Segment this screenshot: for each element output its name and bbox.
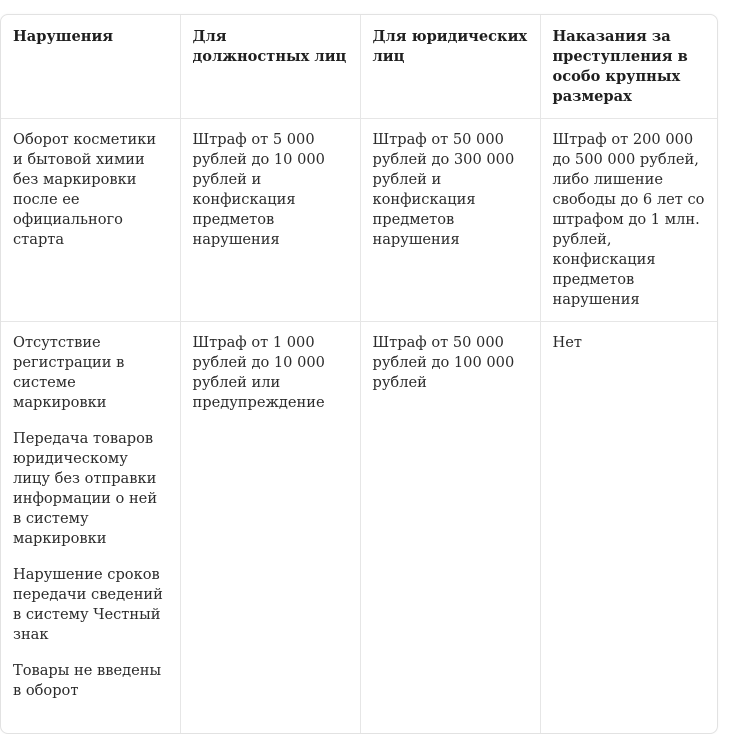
violation-item: Оборот косметики и бытовой химии без маркировки после ее официального старта — [13, 130, 168, 250]
violation-item: Передача товаров юридическому лицу без отправки информации о ней в систему маркировки — [13, 429, 168, 549]
officials-penalty: Штраф от 1 000 рублей до 10 000 рублей или предупреждение — [193, 333, 348, 413]
penalties-table-container — [0, 14, 718, 734]
cell-large-scale — [540, 119, 718, 322]
legal-entities-penalty: Штраф от 50 000 рублей до 100 000 рублей — [373, 333, 528, 393]
cell-legal-entities — [360, 322, 540, 734]
cell-large-scale — [540, 322, 718, 734]
header-row — [1, 15, 718, 119]
legal-entities-penalty: Штраф от 50 000 рублей до 300 000 рублей и конфискация предметов нарушения — [373, 130, 528, 250]
penalties-table — [1, 15, 718, 734]
cell-legal-entities — [360, 119, 540, 322]
large-scale-penalty: Нет — [553, 333, 708, 353]
header-officials: Для должностных лиц — [180, 15, 360, 119]
violation-item: Отсутствие регистрации в системе маркировки — [13, 333, 168, 413]
cell-officials — [180, 322, 360, 734]
cell-violations — [1, 119, 180, 322]
table-row — [1, 322, 718, 734]
header-large-scale-penalties: Наказания за преступления в особо крупных размерах — [540, 15, 718, 119]
violation-item: Нарушение сроков передачи сведений в систему Честный знак — [13, 565, 168, 645]
table-row — [1, 119, 718, 322]
officials-penalty: Штраф от 5 000 рублей до 10 000 рублей и конфискация предметов нарушения — [193, 130, 348, 250]
violation-item: Товары не введены в оборот — [13, 661, 168, 701]
cell-officials — [180, 119, 360, 322]
table-header — [1, 15, 718, 119]
header-violations: Нарушения — [1, 15, 180, 119]
large-scale-penalty: Штраф от 200 000 до 500 000 рублей, либо лишение свободы до 6 лет со штрафом до 1 млн. рублей, конфискация предметов нарушения — [553, 130, 708, 310]
header-legal-entities: Для юридических лиц — [360, 15, 540, 119]
cell-violations — [1, 322, 180, 734]
table-body — [1, 119, 718, 734]
